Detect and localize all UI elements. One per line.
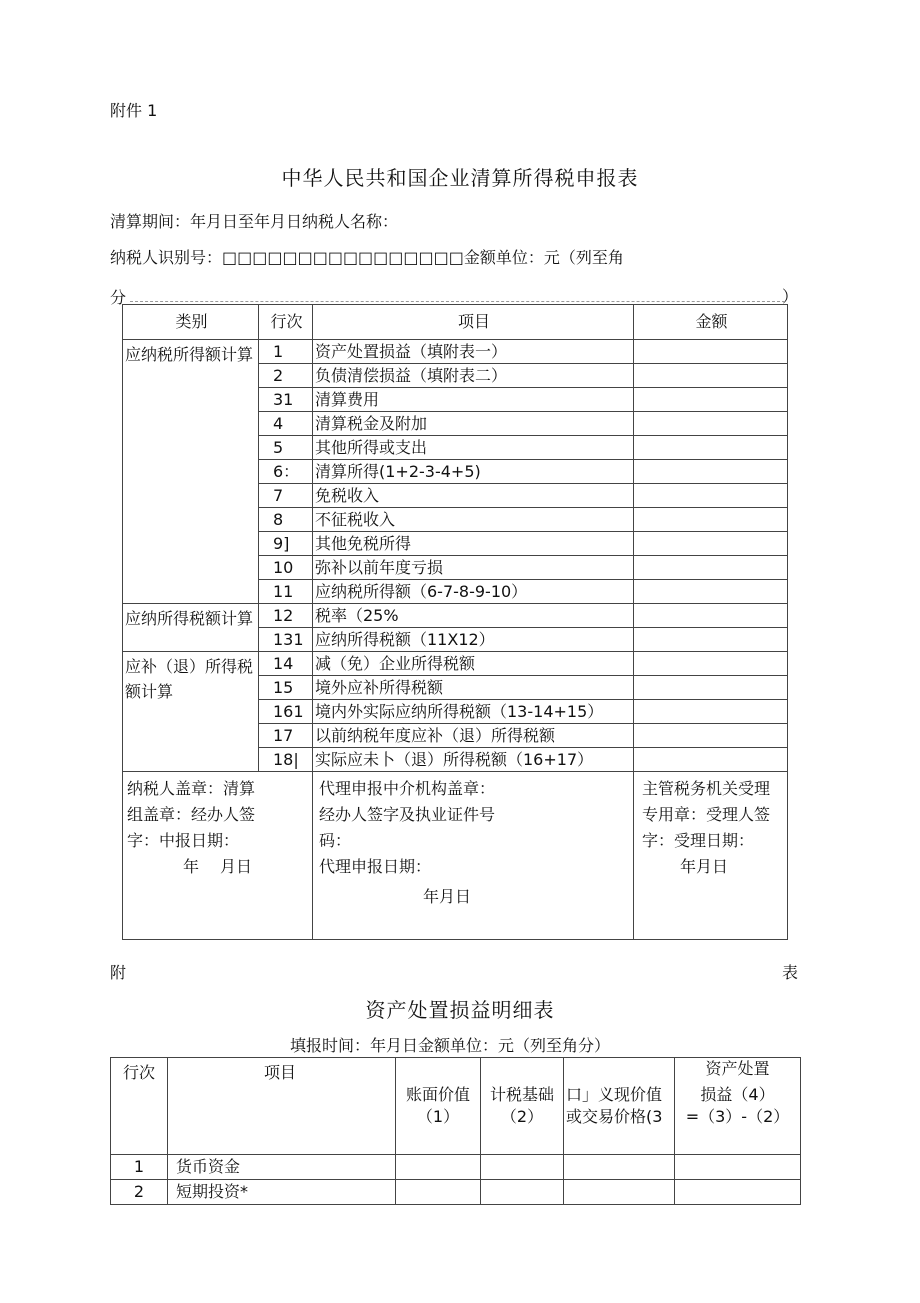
authority-signature-cell[interactable] <box>634 772 788 940</box>
taxpayer-signature-cell[interactable] <box>123 772 313 940</box>
amount-cell[interactable] <box>634 724 788 748</box>
header-amount: 金额 <box>634 305 788 340</box>
amount-cell[interactable] <box>481 1180 564 1205</box>
sign-text: 代理申报日期： <box>319 857 432 876</box>
amount-cell[interactable] <box>634 604 788 628</box>
period-line: 清算期间：年月日至年月日纳税人名称： <box>110 212 399 231</box>
line-item: 弥补以前年度亏损 <box>313 556 634 580</box>
sign-text: 主管税务机关受理 <box>642 779 771 798</box>
attachment-label: 附件 1 <box>110 101 158 120</box>
line-item: 实际应未卜（退）所得税额（16+17） <box>313 748 634 772</box>
table-row <box>111 1155 801 1180</box>
amount-cell[interactable] <box>634 676 788 700</box>
sign-text: 经办人签字及执业证件号 <box>319 805 496 824</box>
line-no: 4 <box>259 412 313 436</box>
header-category: 类别 <box>123 305 259 340</box>
line-no: 6： <box>259 460 313 484</box>
line-no: 31 <box>259 388 313 412</box>
line-item: 资产处置损益（填附表一） <box>313 340 634 364</box>
line-no: 15 <box>259 676 313 700</box>
category-taxable-income: 应纳税所得额计算 <box>123 340 259 604</box>
detail-header-item: 项目 <box>168 1058 396 1155</box>
sign-text: 纳税人盖章：清算 <box>127 779 256 798</box>
header-text: =（3）-（2） <box>685 1107 790 1126</box>
sign-date: 年 月日 <box>182 857 253 876</box>
amount-cell[interactable] <box>564 1180 675 1205</box>
unit-continuation: 分 <box>110 288 127 307</box>
line-item: 免税收入 <box>313 484 634 508</box>
line-no: 10 <box>259 556 313 580</box>
line-item: 境外应补所得税额 <box>313 676 634 700</box>
line-no: 131 <box>259 628 313 652</box>
line-no: 18| <box>259 748 313 772</box>
detail-subtitle: 填报时间：年月日金额单位：元（列至角分） <box>289 1036 610 1055</box>
amount-cell[interactable] <box>634 556 788 580</box>
annex-left: 附 <box>110 963 127 982</box>
amount-cell[interactable] <box>634 412 788 436</box>
unit-close-paren: ） <box>782 287 799 306</box>
sign-text: 专用章：受理人签 <box>642 805 771 824</box>
asset-disposal-table <box>110 1057 801 1205</box>
line-no: 8 <box>259 508 313 532</box>
detail-header-tax-basis <box>481 1058 564 1155</box>
amount-cell[interactable] <box>634 340 788 364</box>
header-text: （2） <box>500 1107 544 1126</box>
sign-text: 组盖章：经办人签 <box>127 805 256 824</box>
line-item: 清算所得(1+2-3-4+5) <box>313 460 634 484</box>
line-no: 2 <box>111 1180 168 1205</box>
line-no: 2 <box>259 364 313 388</box>
line-no: 14 <box>259 652 313 676</box>
amount-cell[interactable] <box>634 628 788 652</box>
amount-cell[interactable] <box>396 1180 481 1205</box>
line-item: 清算税金及附加 <box>313 412 634 436</box>
line-item: 货币资金 <box>168 1155 396 1180</box>
amount-cell[interactable] <box>564 1155 675 1180</box>
header-text: 资产处置 <box>705 1059 770 1078</box>
detail-header-disposal-gain <box>675 1058 801 1155</box>
line-no: 11 <box>259 580 313 604</box>
category-tax-refund: 应补（退）所得税额计算 <box>123 652 259 772</box>
amount-cell[interactable] <box>675 1180 801 1205</box>
line-no: 17 <box>259 724 313 748</box>
line-item: 其他所得或支出 <box>313 436 634 460</box>
main-title: 中华人民共和国企业清算所得税申报表 <box>281 166 639 190</box>
line-item: 负债清偿损益（填附表二） <box>313 364 634 388</box>
line-item: 税率（25% <box>313 604 634 628</box>
line-no: 12 <box>259 604 313 628</box>
line-item: 不征税收入 <box>313 508 634 532</box>
header-text: 口」义现价值 <box>566 1085 663 1104</box>
header-text: 损益（4） <box>700 1085 775 1104</box>
line-item: 其他免税所得 <box>313 532 634 556</box>
header-item: 项目 <box>313 305 634 340</box>
line-item: 减（免）企业所得税额 <box>313 652 634 676</box>
header-text: （1） <box>416 1107 460 1126</box>
line-no: 7 <box>259 484 313 508</box>
header-text: 或交易价格(3 <box>566 1107 663 1126</box>
sign-text: 字：中报日期： <box>127 831 240 850</box>
tax-return-table <box>122 304 788 940</box>
dashed-divider <box>130 301 785 302</box>
line-no: 9] <box>259 532 313 556</box>
amount-cell[interactable] <box>634 436 788 460</box>
amount-cell[interactable] <box>675 1155 801 1180</box>
amount-cell[interactable] <box>634 484 788 508</box>
line-item: 应纳所得税额（11X12） <box>313 628 634 652</box>
line-no: 161 <box>259 700 313 724</box>
agent-signature-cell[interactable] <box>313 772 634 940</box>
detail-header-line-no: 行次 <box>111 1058 168 1155</box>
amount-cell[interactable] <box>396 1155 481 1180</box>
line-no: 5 <box>259 436 313 460</box>
line-item: 应纳税所得额（6-7-8-9-10） <box>313 580 634 604</box>
sign-text: 码： <box>319 831 352 850</box>
header-text: 计税基础 <box>489 1085 554 1104</box>
table-header-row <box>123 305 788 340</box>
line-item: 清算费用 <box>313 388 634 412</box>
amount-cell[interactable] <box>634 748 788 772</box>
line-item: 短期投资* <box>168 1180 396 1205</box>
table-row <box>123 340 788 364</box>
annex-right: 表 <box>782 963 799 982</box>
sign-date: 年月日 <box>680 857 729 876</box>
amount-cell[interactable] <box>634 460 788 484</box>
sign-text: 字：受理日期： <box>642 831 755 850</box>
amount-cell[interactable] <box>634 532 788 556</box>
amount-cell[interactable] <box>634 508 788 532</box>
line-no: 1 <box>111 1155 168 1180</box>
amount-cell[interactable] <box>481 1155 564 1180</box>
detail-header-book-value <box>396 1058 481 1155</box>
detail-header-fair-value <box>564 1058 675 1155</box>
header-line-no: 行次 <box>259 305 313 340</box>
line-item: 以前纳税年度应补（退）所得税额 <box>313 724 634 748</box>
amount-cell[interactable] <box>634 364 788 388</box>
amount-cell[interactable] <box>634 652 788 676</box>
table-row <box>111 1180 801 1205</box>
amount-cell[interactable] <box>634 580 788 604</box>
table-row <box>123 652 788 676</box>
header-text: 账面价值 <box>405 1085 470 1104</box>
category-tax-payable: 应纳所得税额计算 <box>123 604 259 652</box>
amount-cell[interactable] <box>634 700 788 724</box>
sign-date: 年月日 <box>423 887 472 906</box>
line-item: 境内外实际应纳所得税额（13-14+15） <box>313 700 634 724</box>
table-row <box>123 604 788 628</box>
detail-header-row <box>111 1058 801 1155</box>
line-no: 1 <box>259 340 313 364</box>
taxpayer-id-line: 纳税人识别号：□□□□□□□□□□□□□□□□金额单位：元（列至角 <box>110 248 624 267</box>
amount-cell[interactable] <box>634 388 788 412</box>
detail-title: 资产处置损益明细表 <box>365 998 555 1022</box>
sign-text: 代理申报中介机构盖章： <box>319 779 496 798</box>
signature-row <box>123 772 788 940</box>
